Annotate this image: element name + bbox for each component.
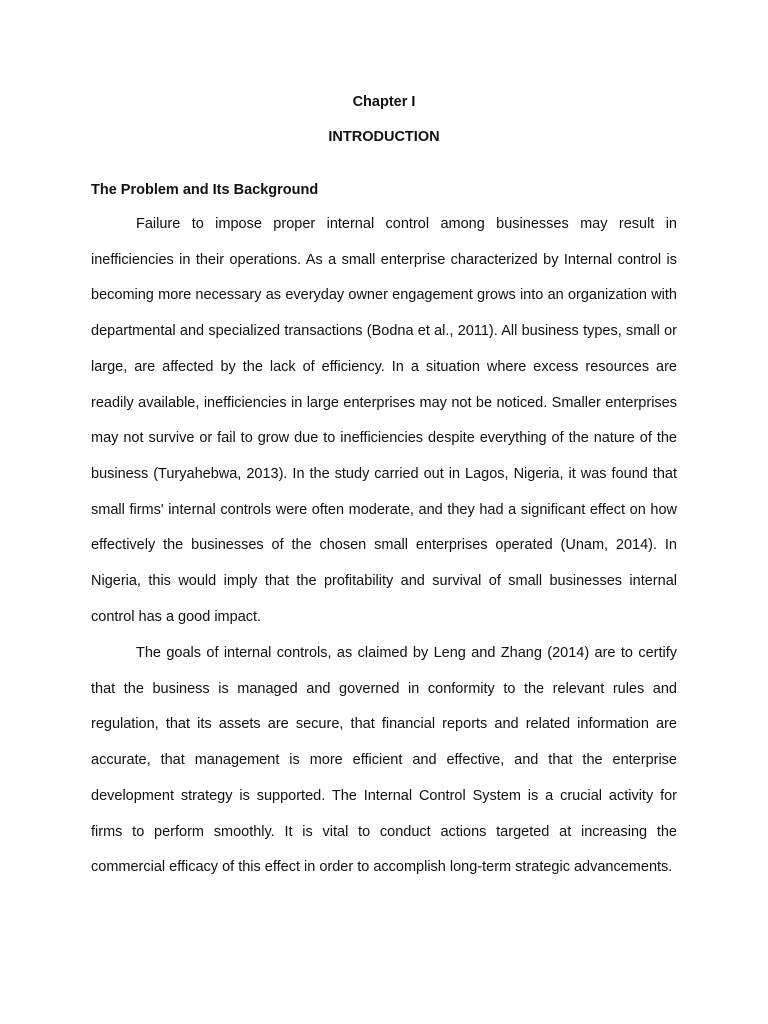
chapter-label: Chapter I: [352, 94, 416, 110]
body-paragraph-1: Failure to impose proper internal control among businesses may result in inefficiencies in their operations. As a small enterprise characterized by Internal control is becoming more necessary as everyday owner engagement grows into an organization with departmental and specialized transactions (Bodna et al., 2011). All business types, small or large, are affected by the lack of efficiency. In a situation where excess resources are readily available, inefficiencies in large enterprises may not be noticed. Smaller enterprises may not survive or fail to grow due to inefficiencies despite everything of the nature of the business (Turyahebwa, 2013). In the study carried out in Lagos, Nigeria, it was found that small firms' internal controls were often moderate, and they had a significant effect on how effectively the businesses of the chosen small enterprises operated (Unam, 2014). In Nigeria, this would imply that the profitability and survival of small businesses internal control has a good impact.: [91, 216, 677, 625]
chapter-title: INTRODUCTION: [328, 129, 440, 145]
section-heading: The Problem and Its Background: [91, 182, 319, 198]
body-paragraph-2: The goals of internal controls, as claimed by Leng and Zhang (2014) are to certify that the business is managed and governed in conformity to the relevant rules and regulation, that its assets are secure, that financial reports and related information are accurate, that management is more efficient and effective, and that the enterprise development strategy is supported. The Internal Control System is a crucial activity for firms to perform smoothly. It is vital to conduct actions targeted at increasing the commercial efficacy of this effect in order to accomplish long-term strategic advancements.: [91, 645, 677, 876]
